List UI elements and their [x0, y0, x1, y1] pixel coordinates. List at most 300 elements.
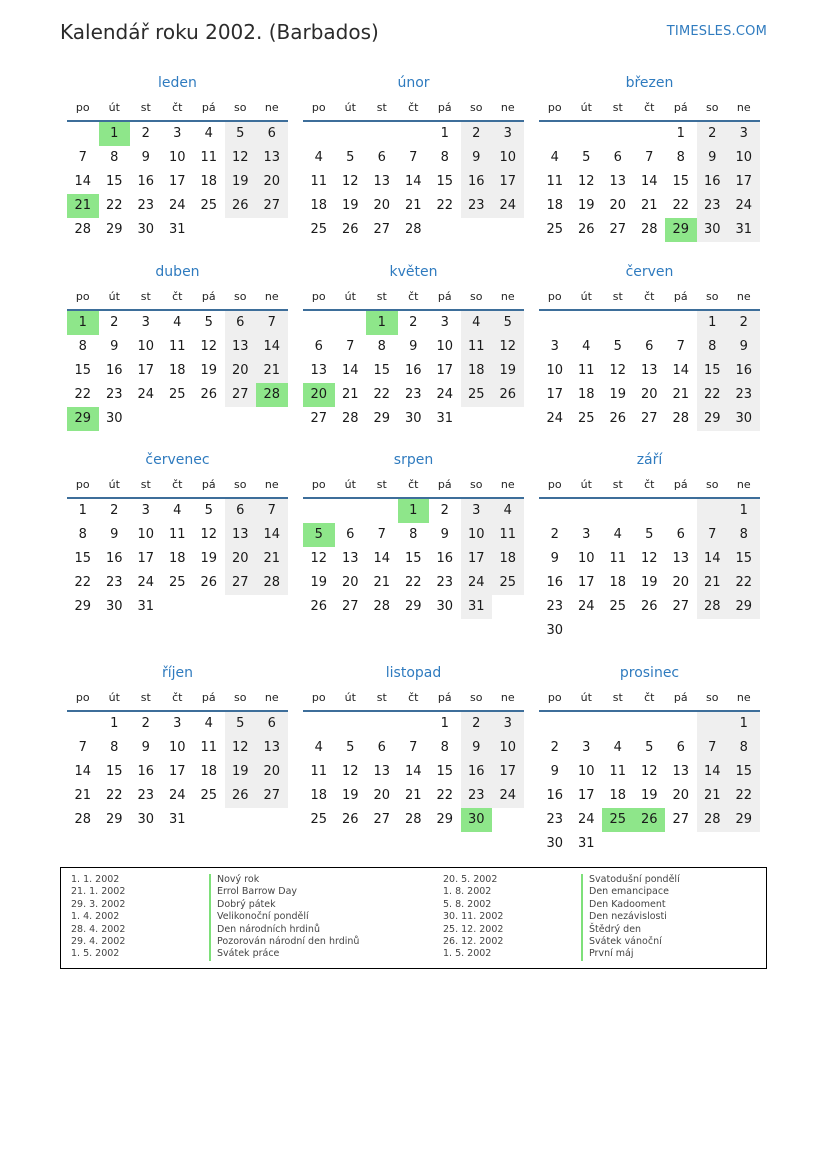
day-cell: 22: [105, 788, 123, 803]
weekday-label: ne: [264, 478, 279, 491]
empty-cell: [225, 595, 257, 619]
empty-cell: [67, 122, 99, 146]
day-cell: 26: [577, 222, 595, 237]
weekday-label: st: [612, 478, 623, 491]
day-cell: 24: [461, 571, 493, 595]
day-cell: 3: [550, 339, 559, 354]
day-cell: 3: [440, 315, 449, 330]
day-cell: 1: [110, 716, 119, 731]
weekday-label: čt: [172, 691, 183, 704]
day-cell: 16: [461, 170, 493, 194]
weekday-label: so: [706, 290, 719, 303]
weekday-label: út: [108, 691, 120, 704]
day-cell: 5: [346, 150, 355, 165]
day-cell: 19: [640, 575, 658, 590]
weekday-header: [539, 689, 760, 707]
weekday-label: út: [344, 478, 356, 491]
day-cell: 20: [373, 788, 391, 803]
day-cell: 6: [346, 527, 355, 542]
day-cell: 2: [141, 126, 150, 141]
day-cell: 16: [137, 174, 155, 189]
month-name: březen: [625, 75, 674, 91]
day-cell: 5: [582, 150, 591, 165]
day-cell: 21: [256, 547, 288, 571]
weekday-label: ne: [736, 290, 751, 303]
weekday-label: pá: [673, 290, 688, 303]
weekday-label: po: [311, 478, 326, 491]
day-cell: 17: [436, 363, 454, 378]
day-cell: 11: [200, 740, 218, 755]
day-cell: 25: [168, 387, 186, 402]
day-cell: 1: [728, 712, 760, 736]
day-cell: 12: [341, 764, 359, 779]
weekday-label: čt: [644, 290, 655, 303]
day-cell: 12: [640, 764, 658, 779]
site-link[interactable]: TIMESLES.COM: [666, 24, 767, 39]
empty-cell: [602, 619, 634, 643]
day-cell: 2: [461, 712, 493, 736]
day-cell: 4: [314, 150, 323, 165]
holiday-day-cell: 21: [67, 194, 99, 218]
empty-cell: [303, 712, 335, 736]
weekday-label: pá: [201, 691, 216, 704]
day-cell: 18: [461, 359, 493, 383]
weekday-label: po: [547, 290, 562, 303]
holiday-day-cell: 1: [99, 122, 131, 146]
day-cell: 25: [310, 812, 328, 827]
day-cell: 2: [440, 503, 449, 518]
empty-cell: [602, 122, 634, 146]
day-cell: 8: [728, 523, 760, 547]
day-grid: [539, 122, 760, 242]
day-cell: 22: [728, 571, 760, 595]
legend-holiday-name: Den národních hrdinů: [209, 924, 359, 936]
empty-cell: [461, 407, 493, 431]
weekday-label: út: [344, 290, 356, 303]
legend-date: 25. 12. 2002: [443, 923, 504, 935]
legend-date: 21. 1. 2002: [71, 886, 126, 898]
month-7: [303, 450, 524, 619]
day-cell: 7: [256, 311, 288, 335]
day-cell: 28: [404, 812, 422, 827]
weekday-label: út: [108, 290, 120, 303]
empty-cell: [539, 499, 571, 523]
day-cell: 8: [728, 736, 760, 760]
empty-cell: [571, 122, 603, 146]
legend-holiday-name: Štědrý den: [581, 924, 680, 936]
day-cell: 25: [492, 571, 524, 595]
day-cell: 18: [310, 198, 328, 213]
empty-cell: [539, 122, 571, 146]
day-cell: 23: [728, 383, 760, 407]
empty-cell: [539, 712, 571, 736]
empty-cell: [335, 712, 367, 736]
day-cell: 7: [78, 150, 87, 165]
day-cell: 25: [577, 411, 595, 426]
day-cell: 31: [577, 836, 595, 851]
day-cell: 16: [436, 551, 454, 566]
day-cell: 22: [74, 575, 92, 590]
weekday-label: so: [470, 478, 483, 491]
day-cell: 4: [613, 527, 622, 542]
day-cell: 26: [225, 784, 257, 808]
day-cell: 4: [492, 499, 524, 523]
day-cell: 14: [341, 363, 359, 378]
day-cell: 19: [492, 359, 524, 383]
holiday-day-cell: 1: [67, 311, 99, 335]
empty-cell: [665, 832, 697, 856]
weekday-label: ne: [264, 290, 279, 303]
empty-cell: [429, 218, 461, 242]
day-cell: 14: [697, 760, 729, 784]
day-cell: 5: [492, 311, 524, 335]
day-cell: 10: [546, 363, 564, 378]
weekday-label: čt: [408, 101, 419, 114]
day-cell: 10: [577, 764, 595, 779]
day-cell: 3: [728, 122, 760, 146]
day-cell: 8: [377, 339, 386, 354]
day-cell: 27: [373, 812, 391, 827]
empty-cell: [162, 407, 194, 431]
day-cell: 19: [310, 575, 328, 590]
day-cell: 21: [74, 788, 92, 803]
weekday-label: čt: [172, 101, 183, 114]
weekday-header: [539, 476, 760, 494]
day-cell: 4: [582, 339, 591, 354]
weekday-label: po: [547, 478, 562, 491]
legend-left-dates: [71, 874, 125, 961]
day-cell: 31: [137, 599, 155, 614]
month-name: září: [636, 452, 663, 468]
weekday-label: po: [75, 101, 90, 114]
day-cell: 17: [137, 363, 155, 378]
empty-cell: [398, 122, 430, 146]
empty-cell: [162, 595, 194, 619]
day-cell: 4: [204, 716, 213, 731]
month-5: [539, 262, 760, 431]
day-cell: 22: [436, 198, 454, 213]
weekday-label: st: [376, 478, 387, 491]
day-cell: 23: [404, 387, 422, 402]
weekday-header: [303, 288, 524, 306]
day-cell: 19: [200, 551, 218, 566]
day-cell: 10: [492, 736, 524, 760]
day-cell: 18: [609, 788, 627, 803]
day-cell: 27: [341, 599, 359, 614]
day-cell: 29: [436, 812, 454, 827]
empty-cell: [697, 499, 729, 523]
day-cell: 7: [377, 527, 386, 542]
day-cell: 8: [676, 150, 685, 165]
weekday-label: pá: [437, 290, 452, 303]
day-cell: 22: [74, 387, 92, 402]
empty-cell: [665, 712, 697, 736]
day-cell: 17: [546, 387, 564, 402]
day-cell: 15: [697, 359, 729, 383]
day-cell: 2: [110, 503, 119, 518]
empty-cell: [193, 595, 225, 619]
empty-cell: [366, 499, 398, 523]
day-cell: 21: [256, 359, 288, 383]
day-cell: 12: [492, 335, 524, 359]
day-cell: 21: [697, 784, 729, 808]
weekday-label: pá: [673, 691, 688, 704]
day-cell: 17: [168, 174, 186, 189]
day-cell: 30: [436, 599, 454, 614]
day-cell: 29: [404, 599, 422, 614]
day-cell: 22: [404, 575, 422, 590]
month-3: [67, 262, 288, 431]
day-cell: 16: [697, 170, 729, 194]
day-cell: 30: [728, 407, 760, 431]
weekday-label: so: [706, 101, 719, 114]
day-cell: 9: [728, 335, 760, 359]
weekday-label: pá: [673, 101, 688, 114]
day-cell: 16: [105, 551, 123, 566]
weekday-label: st: [140, 290, 151, 303]
legend-holiday-name: Dobrý pátek: [209, 899, 359, 911]
legend-holiday-name: Pozorován národní den hrdinů: [209, 936, 359, 948]
holiday-legend: [60, 867, 767, 969]
holiday-day-cell: 5: [303, 523, 335, 547]
day-cell: 28: [341, 411, 359, 426]
day-cell: 18: [577, 387, 595, 402]
weekday-header: [303, 99, 524, 117]
day-cell: 17: [492, 170, 524, 194]
day-cell: 11: [168, 527, 186, 542]
day-cell: 14: [404, 174, 422, 189]
day-cell: 19: [341, 198, 359, 213]
day-cell: 3: [582, 740, 591, 755]
day-cell: 14: [672, 363, 690, 378]
legend-date: 1. 5. 2002: [71, 948, 120, 960]
legend-date: 1. 5. 2002: [443, 948, 492, 960]
month-6: [67, 450, 288, 619]
day-cell: 20: [672, 788, 690, 803]
day-cell: 8: [110, 150, 119, 165]
day-cell: 11: [609, 764, 627, 779]
day-cell: 15: [74, 363, 92, 378]
day-cell: 31: [168, 222, 186, 237]
day-cell: 20: [609, 198, 627, 213]
weekday-label: út: [344, 101, 356, 114]
day-cell: 6: [613, 150, 622, 165]
legend-holiday-name: První máj: [581, 948, 680, 960]
day-cell: 25: [461, 383, 493, 407]
day-cell: 26: [200, 387, 218, 402]
day-cell: 4: [173, 503, 182, 518]
weekday-label: po: [311, 691, 326, 704]
day-cell: 22: [672, 198, 690, 213]
day-cell: 2: [461, 122, 493, 146]
month-2: [539, 73, 760, 242]
weekday-label: ne: [500, 691, 515, 704]
legend-date: 29. 3. 2002: [71, 898, 126, 910]
empty-cell: [634, 712, 666, 736]
month-1: [303, 73, 524, 242]
day-cell: 3: [582, 527, 591, 542]
day-cell: 2: [550, 527, 559, 542]
day-cell: 14: [74, 764, 92, 779]
day-cell: 6: [256, 122, 288, 146]
day-cell: 10: [728, 146, 760, 170]
holiday-day-cell: 30: [461, 808, 493, 832]
day-cell: 4: [613, 740, 622, 755]
day-cell: 8: [110, 740, 119, 755]
day-cell: 7: [78, 740, 87, 755]
day-cell: 23: [137, 788, 155, 803]
day-cell: 2: [697, 122, 729, 146]
weekday-label: po: [547, 101, 562, 114]
day-cell: 17: [461, 547, 493, 571]
day-cell: 6: [676, 527, 685, 542]
day-cell: 24: [577, 599, 595, 614]
day-cell: 29: [105, 222, 123, 237]
empty-cell: [335, 311, 367, 335]
day-cell: 29: [373, 411, 391, 426]
day-cell: 21: [341, 387, 359, 402]
day-cell: 2: [550, 740, 559, 755]
empty-cell: [634, 311, 666, 335]
day-cell: 14: [697, 547, 729, 571]
day-cell: 20: [672, 575, 690, 590]
day-cell: 5: [204, 315, 213, 330]
day-cell: 28: [672, 411, 690, 426]
day-cell: 24: [168, 788, 186, 803]
day-cell: 15: [74, 551, 92, 566]
day-cell: 9: [110, 527, 119, 542]
day-cell: 12: [341, 174, 359, 189]
empty-cell: [571, 311, 603, 335]
day-cell: 12: [310, 551, 328, 566]
day-cell: 23: [105, 575, 123, 590]
day-cell: 13: [640, 363, 658, 378]
weekday-label: st: [140, 101, 151, 114]
day-cell: 25: [546, 222, 564, 237]
day-cell: 23: [137, 198, 155, 213]
day-cell: 11: [577, 363, 595, 378]
day-cell: 16: [546, 788, 564, 803]
day-cell: 1: [78, 503, 87, 518]
day-cell: 10: [137, 339, 155, 354]
day-cell: 11: [168, 339, 186, 354]
month-name: prosinec: [619, 665, 680, 681]
day-cell: 3: [141, 315, 150, 330]
weekday-label: út: [108, 101, 120, 114]
weekday-label: pá: [673, 478, 688, 491]
empty-cell: [193, 407, 225, 431]
weekday-label: st: [612, 101, 623, 114]
day-cell: 30: [697, 218, 729, 242]
day-cell: 14: [256, 523, 288, 547]
day-cell: 2: [728, 311, 760, 335]
day-cell: 1: [676, 126, 685, 141]
day-cell: 10: [168, 740, 186, 755]
day-cell: 13: [373, 764, 391, 779]
empty-cell: [602, 712, 634, 736]
day-cell: 4: [173, 315, 182, 330]
day-cell: 17: [137, 551, 155, 566]
day-cell: 15: [728, 760, 760, 784]
day-cell: 27: [225, 383, 257, 407]
holiday-day-cell: 20: [303, 383, 335, 407]
day-cell: 2: [409, 315, 418, 330]
day-cell: 3: [461, 499, 493, 523]
weekday-label: po: [75, 691, 90, 704]
day-cell: 7: [256, 499, 288, 523]
day-cell: 24: [577, 812, 595, 827]
day-cell: 30: [137, 812, 155, 827]
weekday-label: pá: [437, 478, 452, 491]
empty-cell: [193, 808, 225, 832]
empty-cell: [335, 122, 367, 146]
day-cell: 23: [697, 194, 729, 218]
day-cell: 14: [74, 174, 92, 189]
day-cell: 23: [105, 387, 123, 402]
day-cell: 15: [436, 764, 454, 779]
empty-cell: [602, 311, 634, 335]
weekday-label: út: [580, 101, 592, 114]
day-cell: 18: [200, 174, 218, 189]
day-cell: 20: [256, 760, 288, 784]
legend-date: 5. 8. 2002: [443, 898, 492, 910]
day-cell: 28: [256, 571, 288, 595]
holiday-day-cell: 29: [67, 407, 99, 431]
day-cell: 18: [200, 764, 218, 779]
holiday-day-cell: 29: [665, 218, 697, 242]
empty-cell: [256, 808, 288, 832]
weekday-label: st: [140, 691, 151, 704]
day-cell: 27: [225, 571, 257, 595]
empty-cell: [303, 499, 335, 523]
day-grid: [67, 712, 288, 832]
legend-holiday-name: Den emancipace: [581, 886, 680, 898]
day-cell: 2: [141, 716, 150, 731]
day-cell: 31: [168, 812, 186, 827]
day-cell: 17: [168, 764, 186, 779]
empty-cell: [256, 407, 288, 431]
month-name: srpen: [393, 452, 434, 468]
day-cell: 26: [341, 222, 359, 237]
day-cell: 7: [645, 150, 654, 165]
day-cell: 11: [310, 174, 328, 189]
day-cell: 3: [492, 712, 524, 736]
day-cell: 6: [377, 740, 386, 755]
day-cell: 9: [141, 740, 150, 755]
day-cell: 7: [346, 339, 355, 354]
day-cell: 26: [492, 383, 524, 407]
day-cell: 21: [697, 571, 729, 595]
day-cell: 8: [78, 527, 87, 542]
legend-date: 29. 4. 2002: [71, 935, 126, 947]
day-cell: 6: [256, 712, 288, 736]
day-cell: 22: [105, 198, 123, 213]
day-cell: 29: [728, 595, 760, 619]
month-name: leden: [158, 75, 197, 91]
day-cell: 30: [546, 623, 564, 638]
day-cell: 3: [141, 503, 150, 518]
day-cell: 22: [697, 383, 729, 407]
legend-right-dates: [443, 874, 503, 961]
legend-date: 30. 11. 2002: [443, 911, 504, 923]
day-cell: 2: [110, 315, 119, 330]
day-cell: 9: [461, 146, 493, 170]
weekday-label: po: [547, 691, 562, 704]
day-cell: 24: [546, 411, 564, 426]
day-cell: 15: [672, 174, 690, 189]
empty-cell: [225, 407, 257, 431]
day-cell: 18: [609, 575, 627, 590]
